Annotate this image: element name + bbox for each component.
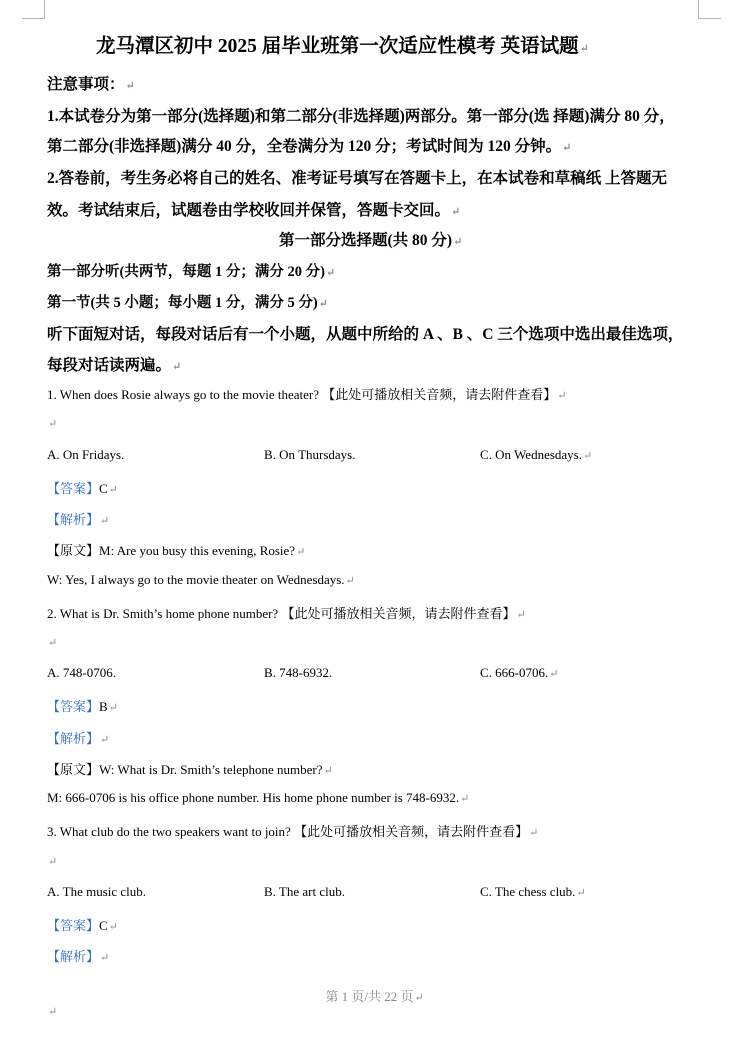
empty-paragraph: ↵ <box>48 856 58 868</box>
document-title: 龙马潭区初中 2025 届毕业班第一次适应性模考 英语试题↵ <box>96 36 589 57</box>
analysis-tag: 【解析】 <box>47 731 100 746</box>
notice-1-line1: 1.本试卷分为第一部分(选择题)和第二部分(非选择题)两部分。第一部分(选 择题)满分 80 分， <box>47 108 675 125</box>
question-3-answer: 【答案】C↵ <box>47 918 118 933</box>
question-2-answer: 【答案】B↵ <box>47 699 118 714</box>
question-1-original-1: 【原文】M: Are you busy this evening, Rosie?↵ <box>47 543 306 558</box>
answer-tag: 【答案】 <box>47 918 100 933</box>
listening-heading: 第一部分听(共两节，每题 1 分；满分 20 分)↵ <box>47 264 336 280</box>
question-2-option-c: C. 666-0706.↵ <box>480 665 559 680</box>
page-footer: 第 1 页/共 22 页↵ <box>325 989 424 1004</box>
section1-heading: 第一节(共 5 小题；每小题 1 分，满分 5 分)↵ <box>47 295 328 311</box>
original-tag: 【原文】 <box>47 762 100 777</box>
answer-tag: 【答案】 <box>47 481 100 496</box>
notice-heading: 注意事项：↵ <box>47 76 135 93</box>
answer-tag: 【答案】 <box>47 699 100 714</box>
question-1-analysis: 【解析】↵ <box>47 512 110 527</box>
question-3-option-c: C. The chess club.↵ <box>480 884 586 899</box>
question-3-analysis: 【解析】↵ <box>47 949 110 964</box>
empty-paragraph: ↵ <box>48 418 58 430</box>
question-1-option-c: C. On Wednesdays.↵ <box>480 447 593 462</box>
original-tag: 【原文】 <box>47 543 100 558</box>
question-2-original-2: M: 666-0706 is his office phone number. His home phone number is 748-6932.↵ <box>47 790 470 805</box>
question-2-option-a: A. 748-0706. <box>47 665 116 680</box>
question-1-stem: 1. When does Rosie always go to the movie theater? 【此处可播放相关音频，请去附件查看】↵ <box>47 387 567 402</box>
notice-2-line1: 2.答卷前，考生务必将自己的姓名、准考证号填写在答题卡上，在本试卷和草稿纸 上答题无 <box>47 170 668 187</box>
question-1-option-b: B. On Thursdays. <box>264 447 356 462</box>
analysis-tag: 【解析】 <box>47 949 100 964</box>
question-3-option-b: B. The art club. <box>264 884 345 899</box>
question-2-option-b: B. 748-6932. <box>264 665 333 680</box>
analysis-tag: 【解析】 <box>47 512 100 527</box>
crop-mark-top-left <box>22 0 45 19</box>
question-1-option-a: A. On Fridays. <box>47 447 125 462</box>
question-2-analysis: 【解析】↵ <box>47 731 110 746</box>
crop-mark-top-right <box>698 0 721 19</box>
question-3-option-a: A. The music club. <box>47 884 147 899</box>
question-3-stem: 3. What club do the two speakers want to join? 【此处可播放相关音频，请去附件查看】↵ <box>47 824 539 839</box>
part1-heading: 第一部分选择题(共 80 分)↵ <box>279 232 463 249</box>
notice-2-line2: 效。考试结束后，试题卷由学校收回并保管，答题卡交回。↵ <box>47 202 461 219</box>
trailing-paragraph-mark: ↵ <box>48 1006 58 1018</box>
empty-paragraph: ↵ <box>48 637 58 649</box>
instructions-line1: 听下面短对话，每段对话后有一个小题，从题中所给的 A 、B 、C 三个选项中选出最佳选项， <box>47 326 684 343</box>
question-1-answer: 【答案】C↵ <box>47 481 118 496</box>
notice-1-line2: 第二部分(非选择题)满分 40 分，全卷满分为 120 分；考试时间为 120 分钟。↵ <box>47 138 572 155</box>
question-1-original-2: W: Yes, I always go to the movie theater on Wednesdays.↵ <box>47 572 355 587</box>
question-2-original-1: 【原文】W: What is Dr. Smith’s telephone number?↵ <box>47 762 333 777</box>
question-2-stem: 2. What is Dr. Smith’s home phone number? 【此处可播放相关音频，请去附件查看】↵ <box>47 606 526 621</box>
instructions-line2: 每段对话读两遍。↵ <box>47 357 182 374</box>
